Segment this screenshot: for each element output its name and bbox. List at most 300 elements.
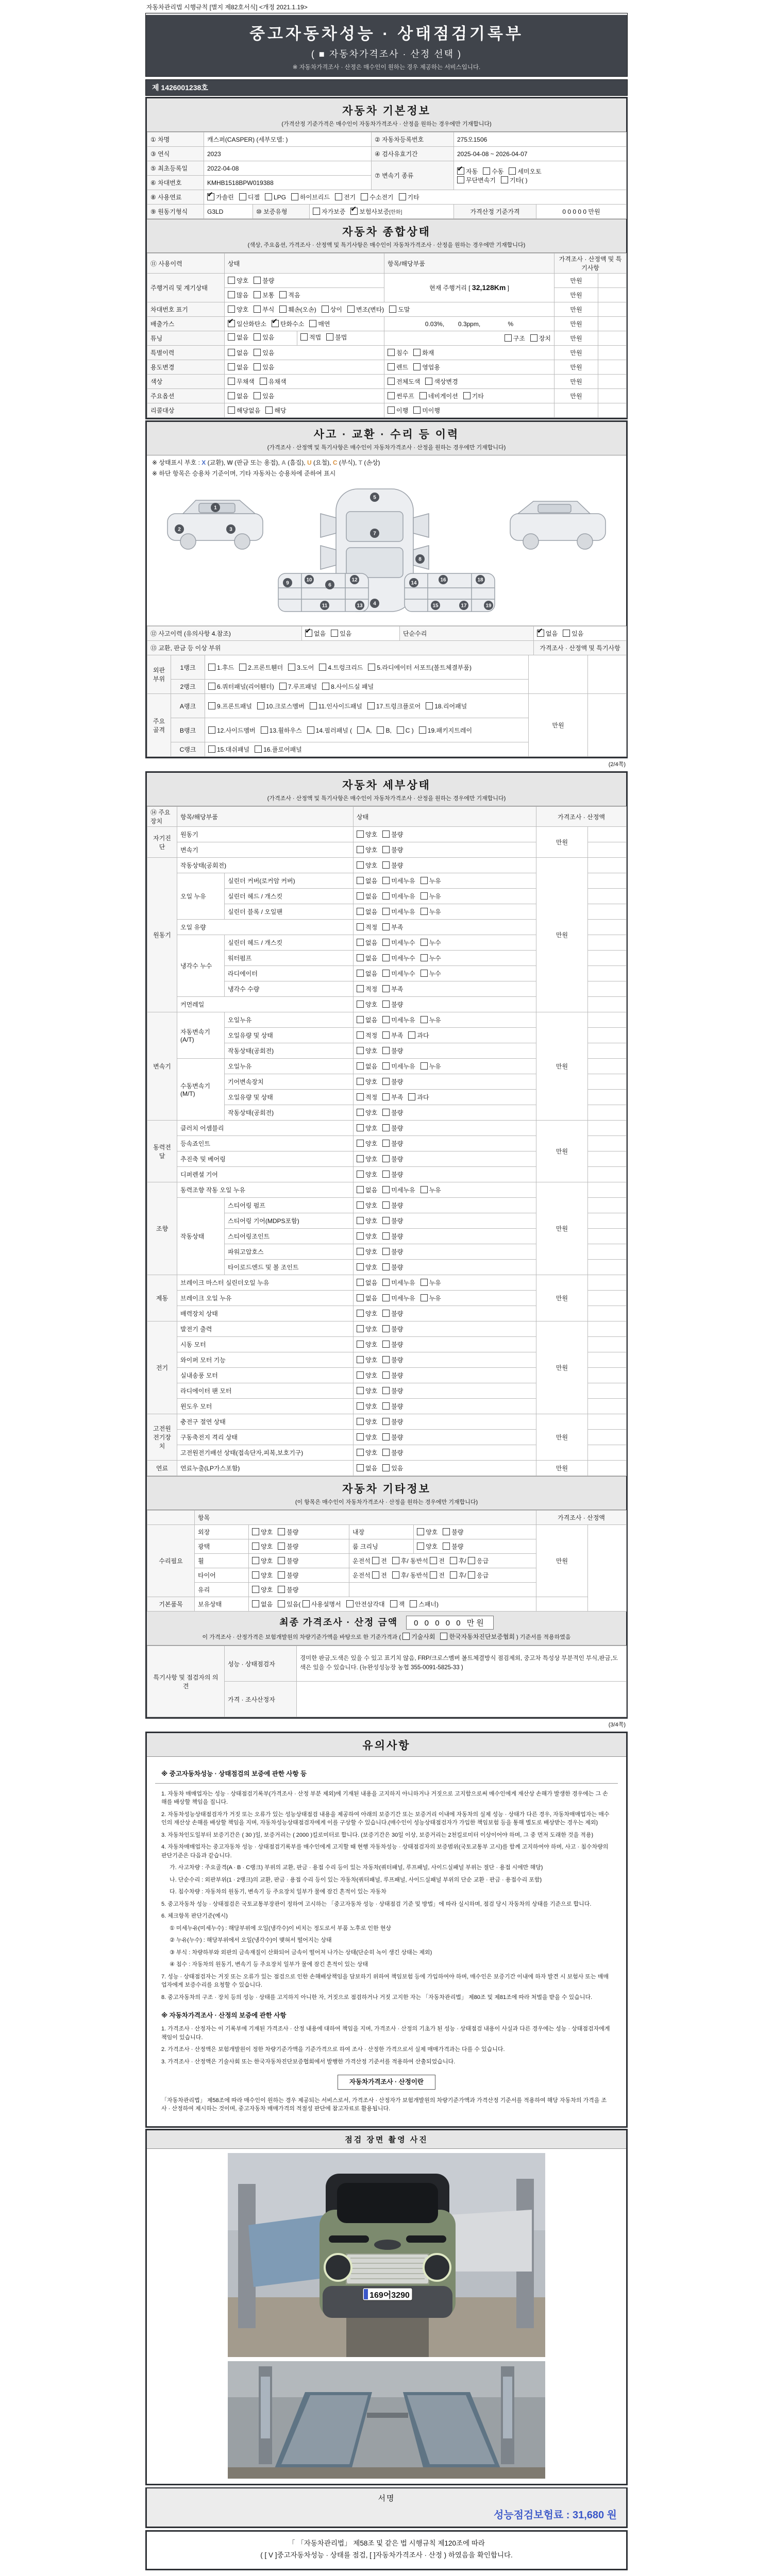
checkbox-option[interactable] xyxy=(346,1601,385,1608)
checkbox[interactable] xyxy=(399,193,406,200)
checkbox-option[interactable] xyxy=(421,908,441,916)
checkbox[interactable] xyxy=(279,683,287,690)
checkbox-option[interactable] xyxy=(357,986,377,993)
checkbox-option[interactable] xyxy=(322,683,374,690)
checkbox[interactable] xyxy=(457,167,464,175)
checkbox-option[interactable] xyxy=(335,194,356,201)
checkbox-option[interactable] xyxy=(421,1187,441,1194)
checkbox[interactable] xyxy=(392,1557,399,1564)
checkbox[interactable] xyxy=(350,208,358,215)
checkbox[interactable] xyxy=(382,1232,390,1240)
checkbox[interactable] xyxy=(357,831,364,838)
checkbox[interactable] xyxy=(413,349,421,356)
checkbox[interactable] xyxy=(410,1600,417,1607)
checkbox[interactable] xyxy=(382,831,390,838)
checkbox[interactable] xyxy=(254,333,261,341)
checkbox[interactable] xyxy=(357,985,364,992)
checkbox[interactable] xyxy=(322,306,329,313)
checkbox-option[interactable] xyxy=(357,1156,377,1163)
checkbox[interactable] xyxy=(357,1418,364,1425)
checkbox[interactable] xyxy=(357,1124,364,1131)
checkbox-option[interactable] xyxy=(357,1047,377,1055)
checkbox[interactable] xyxy=(357,1016,364,1023)
checkbox-option[interactable] xyxy=(357,1434,377,1441)
checkbox-option[interactable] xyxy=(408,1094,429,1101)
checkbox[interactable] xyxy=(254,363,261,370)
checkbox-option[interactable] xyxy=(357,727,372,734)
checkbox[interactable] xyxy=(228,406,235,414)
checkbox[interactable] xyxy=(254,277,261,284)
checkbox-option[interactable] xyxy=(278,1557,298,1565)
checkbox[interactable] xyxy=(357,1031,364,1039)
checkbox[interactable] xyxy=(357,1387,364,1394)
checkbox[interactable] xyxy=(310,702,317,709)
checkbox-option[interactable] xyxy=(421,955,441,962)
checkbox[interactable] xyxy=(272,320,279,327)
checkbox-option[interactable] xyxy=(357,1326,377,1333)
checkbox[interactable] xyxy=(265,193,272,200)
checkbox-option[interactable] xyxy=(228,393,248,400)
checkbox-option[interactable] xyxy=(382,846,403,854)
checkbox-option[interactable] xyxy=(357,1295,377,1302)
checkbox-option[interactable] xyxy=(228,320,266,328)
checkbox-option[interactable] xyxy=(357,1171,377,1178)
checkbox-option[interactable] xyxy=(382,955,415,962)
checkbox[interactable] xyxy=(208,664,215,671)
checkbox[interactable] xyxy=(421,970,428,977)
checkbox-option[interactable] xyxy=(382,1156,403,1163)
checkbox-option[interactable] xyxy=(421,1016,441,1024)
checkbox-option[interactable] xyxy=(254,364,274,371)
checkbox-option[interactable] xyxy=(257,703,305,710)
checkbox-option[interactable] xyxy=(350,208,389,215)
checkbox-option[interactable] xyxy=(357,1202,377,1209)
checkbox[interactable] xyxy=(421,892,428,900)
checkbox-option[interactable] xyxy=(563,630,583,637)
checkbox-option[interactable] xyxy=(372,1572,387,1579)
checkbox[interactable] xyxy=(390,1600,397,1607)
checkbox-option[interactable] xyxy=(382,1078,403,1086)
checkbox-option[interactable] xyxy=(254,393,274,400)
checkbox[interactable] xyxy=(228,320,235,327)
checkbox-option[interactable] xyxy=(357,862,377,869)
checkbox-option[interactable] xyxy=(357,1418,377,1426)
checkbox[interactable] xyxy=(319,664,326,671)
checkbox-option[interactable] xyxy=(331,630,351,637)
checkbox-option[interactable] xyxy=(228,349,248,357)
checkbox[interactable] xyxy=(382,861,390,869)
checkbox-option[interactable] xyxy=(357,955,377,962)
checkbox[interactable] xyxy=(255,745,262,753)
checkbox[interactable] xyxy=(537,630,544,637)
checkbox[interactable] xyxy=(382,1325,390,1332)
checkbox[interactable] xyxy=(357,846,364,853)
checkbox-option[interactable] xyxy=(382,862,403,869)
checkbox-option[interactable] xyxy=(382,831,403,838)
checkbox-option[interactable] xyxy=(402,1633,435,1640)
checkbox-option[interactable] xyxy=(421,1295,441,1302)
checkbox-option[interactable] xyxy=(382,1279,415,1286)
checkbox[interactable] xyxy=(208,745,215,753)
checkbox[interactable] xyxy=(257,702,264,709)
checkbox[interactable] xyxy=(430,1571,437,1579)
checkbox-option[interactable] xyxy=(357,1465,377,1472)
checkbox-option[interactable] xyxy=(377,727,391,734)
checkbox-option[interactable] xyxy=(303,1601,341,1608)
checkbox-option[interactable] xyxy=(457,177,496,184)
checkbox-option[interactable] xyxy=(228,378,255,385)
checkbox[interactable] xyxy=(357,970,364,977)
checkbox-option[interactable] xyxy=(252,1557,273,1565)
checkbox-option[interactable] xyxy=(417,1529,438,1536)
checkbox-option[interactable] xyxy=(421,970,441,977)
checkbox-option[interactable] xyxy=(421,1063,441,1070)
checkbox[interactable] xyxy=(265,406,273,414)
checkbox[interactable] xyxy=(450,1571,457,1579)
checkbox[interactable] xyxy=(382,954,390,961)
checkbox-option[interactable] xyxy=(208,746,249,753)
checkbox[interactable] xyxy=(361,193,368,200)
checkbox[interactable] xyxy=(382,923,390,930)
checkbox[interactable] xyxy=(382,1402,390,1410)
checkbox[interactable] xyxy=(279,306,287,313)
checkbox-option[interactable] xyxy=(382,893,415,900)
checkbox[interactable] xyxy=(254,306,261,313)
checkbox[interactable] xyxy=(357,954,364,961)
checkbox-option[interactable] xyxy=(278,1529,298,1536)
checkbox-option[interactable] xyxy=(357,1094,377,1101)
checkbox-option[interactable] xyxy=(208,703,252,710)
checkbox[interactable] xyxy=(372,1557,379,1564)
checkbox-option[interactable] xyxy=(357,1357,377,1364)
checkbox[interactable] xyxy=(331,630,338,637)
checkbox[interactable] xyxy=(382,1449,390,1456)
checkbox[interactable] xyxy=(300,333,308,341)
checkbox[interactable] xyxy=(417,1528,424,1535)
checkbox-option[interactable] xyxy=(413,407,440,414)
checkbox-option[interactable] xyxy=(382,1372,403,1379)
checkbox[interactable] xyxy=(239,664,246,671)
checkbox-option[interactable] xyxy=(357,1449,377,1456)
checkbox-option[interactable] xyxy=(382,1094,403,1101)
checkbox-option[interactable] xyxy=(509,168,541,175)
checkbox-option[interactable] xyxy=(228,277,248,284)
checkbox[interactable] xyxy=(357,1171,364,1178)
checkbox-option[interactable] xyxy=(382,1403,403,1410)
checkbox-option[interactable] xyxy=(357,1233,377,1240)
checkbox[interactable] xyxy=(382,1310,390,1317)
checkbox[interactable] xyxy=(443,1528,450,1535)
checkbox-option[interactable] xyxy=(388,364,408,371)
checkbox[interactable] xyxy=(303,1600,310,1607)
checkbox[interactable] xyxy=(228,349,235,356)
checkbox-option[interactable] xyxy=(382,1434,403,1441)
checkbox-option[interactable] xyxy=(254,349,274,357)
checkbox[interactable] xyxy=(357,1078,364,1085)
checkbox[interactable] xyxy=(382,1464,390,1471)
checkbox[interactable] xyxy=(357,1001,364,1008)
checkbox-option[interactable] xyxy=(357,1248,377,1256)
checkbox-option[interactable] xyxy=(408,1032,429,1039)
checkbox-option[interactable] xyxy=(443,1543,463,1550)
checkbox[interactable] xyxy=(382,1062,390,1070)
checkbox-option[interactable] xyxy=(382,1032,403,1039)
checkbox-option[interactable] xyxy=(382,1357,403,1364)
checkbox[interactable] xyxy=(382,1341,390,1348)
checkbox-option[interactable] xyxy=(367,703,421,710)
checkbox[interactable] xyxy=(228,306,235,313)
checkbox[interactable] xyxy=(426,702,433,709)
checkbox-option[interactable] xyxy=(382,986,403,993)
checkbox-option[interactable] xyxy=(382,970,415,977)
checkbox-option[interactable] xyxy=(357,877,377,885)
checkbox[interactable] xyxy=(357,1433,364,1440)
checkbox[interactable] xyxy=(335,193,342,200)
checkbox[interactable] xyxy=(228,291,235,298)
checkbox[interactable] xyxy=(392,1571,399,1579)
checkbox[interactable] xyxy=(347,306,355,313)
checkbox[interactable] xyxy=(382,892,390,900)
checkbox[interactable] xyxy=(357,877,364,884)
checkbox-option[interactable] xyxy=(388,378,420,385)
checkbox-option[interactable] xyxy=(265,407,286,414)
checkbox[interactable] xyxy=(309,320,316,327)
checkbox-option[interactable] xyxy=(357,1063,377,1070)
checkbox[interactable] xyxy=(505,334,512,342)
checkbox-option[interactable] xyxy=(530,335,551,342)
checkbox-option[interactable] xyxy=(300,334,321,341)
checkbox[interactable] xyxy=(563,630,570,637)
checkbox[interactable] xyxy=(278,1600,285,1607)
checkbox[interactable] xyxy=(313,208,320,215)
checkbox[interactable] xyxy=(326,333,333,341)
checkbox-option[interactable] xyxy=(389,306,410,313)
checkbox[interactable] xyxy=(382,1356,390,1363)
checkbox-option[interactable] xyxy=(254,306,274,313)
checkbox[interactable] xyxy=(261,726,268,734)
checkbox-option[interactable] xyxy=(261,727,302,734)
checkbox-option[interactable] xyxy=(319,664,363,671)
checkbox-option[interactable] xyxy=(357,1016,377,1024)
checkbox-option[interactable] xyxy=(382,1264,403,1271)
checkbox[interactable] xyxy=(388,349,395,356)
checkbox[interactable] xyxy=(468,1571,475,1579)
checkbox-option[interactable] xyxy=(322,306,342,313)
checkbox-option[interactable] xyxy=(252,1572,273,1579)
checkbox-option[interactable] xyxy=(483,168,503,175)
checkbox-option[interactable] xyxy=(278,1543,298,1550)
checkbox-option[interactable] xyxy=(368,664,472,671)
checkbox-option[interactable] xyxy=(421,939,441,946)
checkbox[interactable] xyxy=(421,1279,428,1286)
checkbox[interactable] xyxy=(463,392,470,399)
checkbox-option[interactable] xyxy=(450,1557,465,1565)
checkbox-option[interactable] xyxy=(357,1387,377,1395)
checkbox[interactable] xyxy=(382,1001,390,1008)
checkbox-option[interactable] xyxy=(260,378,287,385)
checkbox[interactable] xyxy=(421,954,428,961)
checkbox[interactable] xyxy=(279,291,287,298)
checkbox[interactable] xyxy=(413,406,421,414)
checkbox-option[interactable] xyxy=(265,194,286,201)
checkbox[interactable] xyxy=(382,1433,390,1440)
checkbox-option[interactable] xyxy=(279,306,316,313)
checkbox[interactable] xyxy=(357,861,364,869)
checkbox-option[interactable] xyxy=(382,1171,403,1178)
checkbox-option[interactable] xyxy=(357,1279,377,1286)
checkbox[interactable] xyxy=(278,1586,285,1593)
checkbox[interactable] xyxy=(413,363,421,370)
checkbox-option[interactable] xyxy=(357,1264,377,1271)
checkbox-option[interactable] xyxy=(505,335,525,342)
checkbox-option[interactable] xyxy=(382,1449,403,1456)
checkbox[interactable] xyxy=(239,193,246,200)
checkbox-option[interactable] xyxy=(382,1187,415,1194)
checkbox-option[interactable] xyxy=(357,1109,377,1116)
checkbox[interactable] xyxy=(357,1371,364,1379)
checkbox[interactable] xyxy=(421,1294,428,1301)
checkbox-option[interactable] xyxy=(357,1001,377,1008)
checkbox-option[interactable] xyxy=(382,1310,403,1317)
checkbox-option[interactable] xyxy=(421,893,441,900)
checkbox-option[interactable] xyxy=(239,664,283,671)
checkbox[interactable] xyxy=(382,1124,390,1131)
checkbox-option[interactable] xyxy=(361,194,393,201)
checkbox[interactable] xyxy=(382,1171,390,1178)
checkbox[interactable] xyxy=(421,1016,428,1023)
checkbox[interactable] xyxy=(388,363,395,370)
checkbox[interactable] xyxy=(421,1062,428,1070)
checkbox-option[interactable] xyxy=(252,1529,273,1536)
checkbox-option[interactable] xyxy=(252,1586,273,1594)
checkbox-option[interactable] xyxy=(278,1586,298,1594)
checkbox-option[interactable] xyxy=(278,1601,301,1608)
checkbox[interactable] xyxy=(208,726,215,734)
checkbox[interactable] xyxy=(382,1047,390,1054)
checkbox-option[interactable] xyxy=(419,393,458,400)
checkbox-option[interactable] xyxy=(388,407,408,414)
checkbox[interactable] xyxy=(357,1093,364,1100)
checkbox[interactable] xyxy=(382,1294,390,1301)
checkbox-option[interactable] xyxy=(382,1140,403,1147)
checkbox[interactable] xyxy=(440,1633,447,1640)
checkbox[interactable] xyxy=(388,392,395,399)
checkbox[interactable] xyxy=(305,630,312,637)
checkbox-option[interactable] xyxy=(207,194,234,201)
checkbox[interactable] xyxy=(382,1031,390,1039)
checkbox[interactable] xyxy=(382,1186,390,1193)
checkbox[interactable] xyxy=(388,378,395,385)
checkbox-option[interactable] xyxy=(382,1295,415,1302)
checkbox[interactable] xyxy=(357,923,364,930)
checkbox-option[interactable] xyxy=(288,664,314,671)
checkbox-option[interactable] xyxy=(357,893,377,900)
checkbox[interactable] xyxy=(208,702,215,709)
checkbox[interactable] xyxy=(228,392,235,399)
checkbox[interactable] xyxy=(357,1263,364,1270)
checkbox-option[interactable] xyxy=(357,970,377,977)
checkbox[interactable] xyxy=(382,1155,390,1162)
checkbox-option[interactable] xyxy=(397,727,414,734)
checkbox-option[interactable] xyxy=(313,208,345,215)
checkbox-option[interactable] xyxy=(390,1601,405,1608)
checkbox-option[interactable] xyxy=(310,703,362,710)
checkbox[interactable] xyxy=(382,1263,390,1270)
checkbox[interactable] xyxy=(388,406,395,414)
checkbox[interactable] xyxy=(357,892,364,900)
checkbox-option[interactable] xyxy=(278,1572,298,1579)
checkbox-option[interactable] xyxy=(382,1217,403,1225)
checkbox-option[interactable] xyxy=(382,1387,403,1395)
checkbox-option[interactable] xyxy=(537,630,558,637)
checkbox-option[interactable] xyxy=(419,727,472,734)
checkbox[interactable] xyxy=(288,664,295,671)
checkbox[interactable] xyxy=(389,306,396,313)
checkbox-option[interactable] xyxy=(357,1403,377,1410)
checkbox[interactable] xyxy=(501,176,508,183)
checkbox[interactable] xyxy=(421,877,428,884)
checkbox[interactable] xyxy=(425,378,432,385)
checkbox[interactable] xyxy=(228,378,235,385)
checkbox-option[interactable] xyxy=(357,1372,377,1379)
checkbox-option[interactable] xyxy=(468,1572,489,1579)
checkbox[interactable] xyxy=(357,1232,364,1240)
checkbox[interactable] xyxy=(419,726,426,734)
checkbox[interactable] xyxy=(382,1093,390,1100)
checkbox-option[interactable] xyxy=(382,939,415,946)
checkbox-option[interactable] xyxy=(326,334,347,341)
checkbox[interactable] xyxy=(382,1140,390,1147)
checkbox-option[interactable] xyxy=(382,1465,403,1472)
checkbox-option[interactable] xyxy=(382,1341,403,1348)
checkbox-option[interactable] xyxy=(392,1557,407,1565)
checkbox-option[interactable] xyxy=(254,292,274,299)
checkbox[interactable] xyxy=(346,1600,354,1607)
checkbox-option[interactable] xyxy=(413,349,434,357)
checkbox-option[interactable] xyxy=(426,703,467,710)
checkbox[interactable] xyxy=(450,1557,457,1564)
checkbox[interactable] xyxy=(382,908,390,915)
checkbox[interactable] xyxy=(357,726,364,734)
checkbox-option[interactable] xyxy=(382,1248,403,1256)
checkbox-option[interactable] xyxy=(357,846,377,854)
checkbox[interactable] xyxy=(254,392,261,399)
checkbox-option[interactable] xyxy=(307,727,352,734)
checkbox-option[interactable] xyxy=(382,1125,403,1132)
checkbox[interactable] xyxy=(382,1217,390,1224)
checkbox[interactable] xyxy=(291,193,298,200)
checkbox-option[interactable] xyxy=(208,727,256,734)
checkbox-option[interactable] xyxy=(357,1125,377,1132)
checkbox-option[interactable] xyxy=(382,1001,403,1008)
checkbox[interactable] xyxy=(357,1155,364,1162)
checkbox-option[interactable] xyxy=(254,334,274,341)
checkbox-option[interactable] xyxy=(443,1529,463,1536)
checkbox-option[interactable] xyxy=(382,1016,415,1024)
checkbox[interactable] xyxy=(430,1557,437,1564)
checkbox-option[interactable] xyxy=(430,1557,445,1565)
checkbox-option[interactable] xyxy=(357,831,377,838)
checkbox[interactable] xyxy=(368,664,375,671)
checkbox[interactable] xyxy=(382,1371,390,1379)
checkbox-option[interactable] xyxy=(272,320,304,328)
checkbox-option[interactable] xyxy=(399,194,419,201)
checkbox-option[interactable] xyxy=(254,277,274,284)
checkbox[interactable] xyxy=(357,1356,364,1363)
checkbox[interactable] xyxy=(357,1449,364,1456)
checkbox-option[interactable] xyxy=(357,908,377,916)
checkbox[interactable] xyxy=(254,349,261,356)
